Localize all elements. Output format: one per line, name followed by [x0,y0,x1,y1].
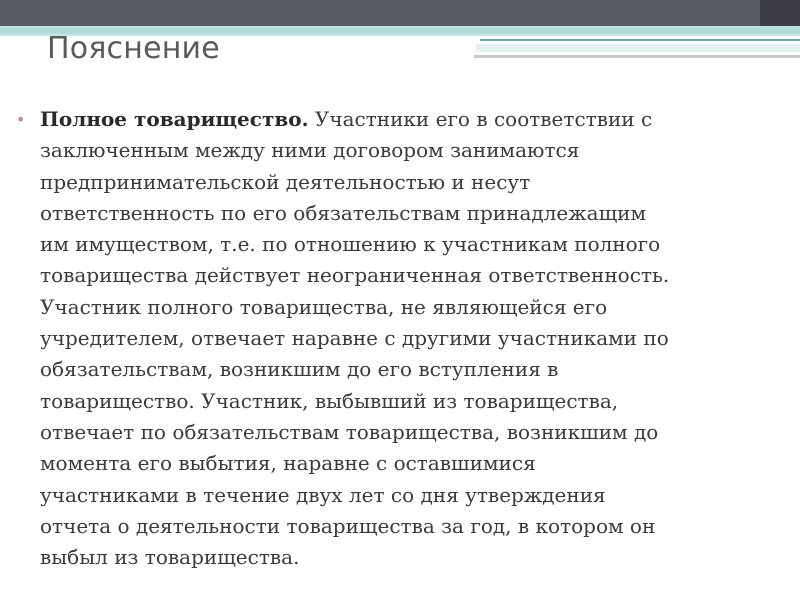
body-line: отчета о деятельности товарищества за год, в котором он [40,513,656,538]
header-band [0,0,800,26]
header-accent [760,0,800,26]
first-line-text: Участники его в соответствии с [308,107,653,131]
gray-stripe [474,55,800,58]
body-paragraph [40,104,772,573]
bullet-icon: • [16,110,26,129]
body-line: отвечает по обязательствам товарищества, возникшим до [40,419,659,444]
slide-content [16,104,772,573]
body-line [40,104,772,135]
body-line: учредителем, отвечает наравне с другими участниками по [40,326,669,351]
body-line: Участник полного товарищества, не являющейся его [40,294,608,319]
body-line: предпринимательской деятельностью и несут [40,169,531,194]
body-line: товарищество. Участник, выбывший из товарищества, [40,388,619,413]
body-line: им имуществом, т.е. по отношению к участникам полного [40,232,661,257]
body-line: заключенным между ними договором занимаются [40,138,580,163]
body-line: момента его выбытия, наравне с оставшимися [40,451,536,476]
body-line: участниками в течение двух лет со дня утверждения [40,482,606,507]
thin-stripe [480,39,800,41]
slide-title: Пояснение [47,31,220,66]
lead-term: Полное товарищество. [40,107,309,131]
body-line: выбыл из товарищества. [40,545,300,570]
body-line: ответственность по его обязательствам принадлежащим [40,200,647,225]
body-line: товарищества действует неограниченная ответственность. [40,263,670,288]
body-line: обязательствам, возникшим до его вступления в [40,357,559,382]
light-stripe [476,44,800,52]
